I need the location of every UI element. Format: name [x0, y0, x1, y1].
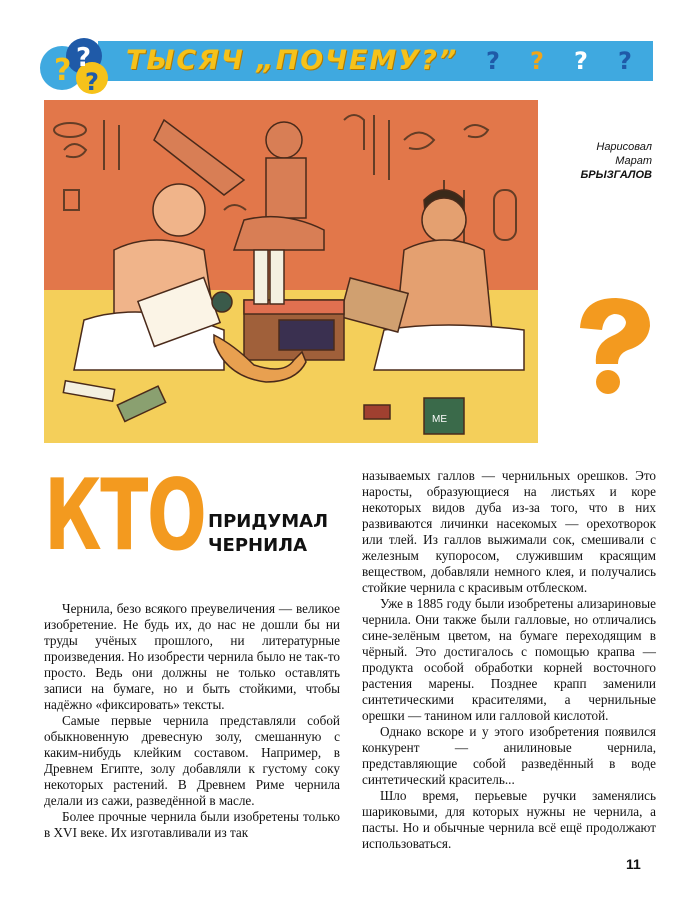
logo-glyph-3: ? — [85, 68, 99, 96]
credit-line: Марат — [615, 155, 652, 167]
credit-line: Нарисовал — [596, 141, 652, 153]
logo-glyph-1: ? — [54, 53, 72, 88]
question-mark-icon: ? — [530, 47, 544, 75]
paragraph: называемых галлов — чернильных орешков. Это наросты, образующиеся на листьях и коре некоторых видов дуба из-за того, что в них развиваются личинки насекомых — орехотворок или тлей. Из галлов выжимали сок, смешивали с железным купоросом, служившим красящим веществом, добавляли немного клея, и получались стойкие чернила с красивым отблеском. — [362, 468, 656, 595]
question-mark-icon: ? — [486, 47, 500, 75]
paragraph: Уже в 1885 году были изобретены ализариновые чернила. Они также были галловые, но отличались сине-зелёным цветом, на бумаге переходящим в чёрный. Это достигалось с помощью крапва — продукта особой обработки корней восточного растения марены. Позднее крапп заменили синтетическими красителями, а чернильные орешки — танином или галловой кислотой. — [362, 596, 656, 723]
question-mark-icon: ? — [574, 47, 588, 75]
article-heading-big: КТО — [44, 459, 206, 573]
article-subheading — [208, 510, 368, 558]
paragraph: Однако вскоре и у этого изобретения появился конкурент — анилиновые чернила, представляющие собой разведённый в воде синтетический краситель... — [362, 724, 656, 787]
egyptian-scribes-illustration — [44, 100, 538, 443]
page-number: 11 — [626, 856, 641, 872]
subheading-line: ПРИДУМАЛ — [208, 511, 329, 532]
question-logo-icon — [40, 34, 114, 96]
paragraph: Самые первые чернила представляли собой обыкновенную древесную золу, смешанную с каким-нибудь клейким составом. Например, в Древнем Египте, золу добавляли к густому соку некоторых растений. В Древнем Риме чернила делали из сажи, разведённой в масле. — [44, 713, 340, 808]
article-column-left — [44, 601, 340, 841]
subheading-line: ЧЕРНИЛА — [208, 535, 308, 556]
paragraph: Более прочные чернила были изобретены только в XVI веке. Их изготавливали из так — [44, 809, 340, 840]
question-mark-icon: ? — [618, 47, 632, 75]
paragraph: Чернила, безо всякого преувеличения — великое изобретение. Не будь их, до нас не дошли бы ни труды учёных прошлого, ни литературные произведения. Но изобрести чернила было не так-то просто. Ведь они должны не только оставлять записи на бумаге, но и быть стойкими, чтобы надёжно «фиксировать» тексты. — [44, 601, 340, 712]
illustration-drawing — [44, 100, 538, 443]
article-column-right — [362, 468, 656, 852]
question-mark-icon — [572, 292, 656, 396]
paragraph: Шло время, перьевые ручки заменялись шариковыми, для которых нужны не чернила, а пасты. Но и обычные чернила всё ещё продолжают использоваться. — [362, 788, 656, 851]
section-title: ТЫСЯЧ „ПОЧЕМУ?” — [126, 45, 459, 76]
credit-name: БРЫЗГАЛОВ — [580, 169, 652, 181]
illustrator-credit — [560, 140, 652, 182]
logo-glyph-2: ? — [76, 43, 92, 73]
box-label: МЕ — [432, 414, 447, 425]
